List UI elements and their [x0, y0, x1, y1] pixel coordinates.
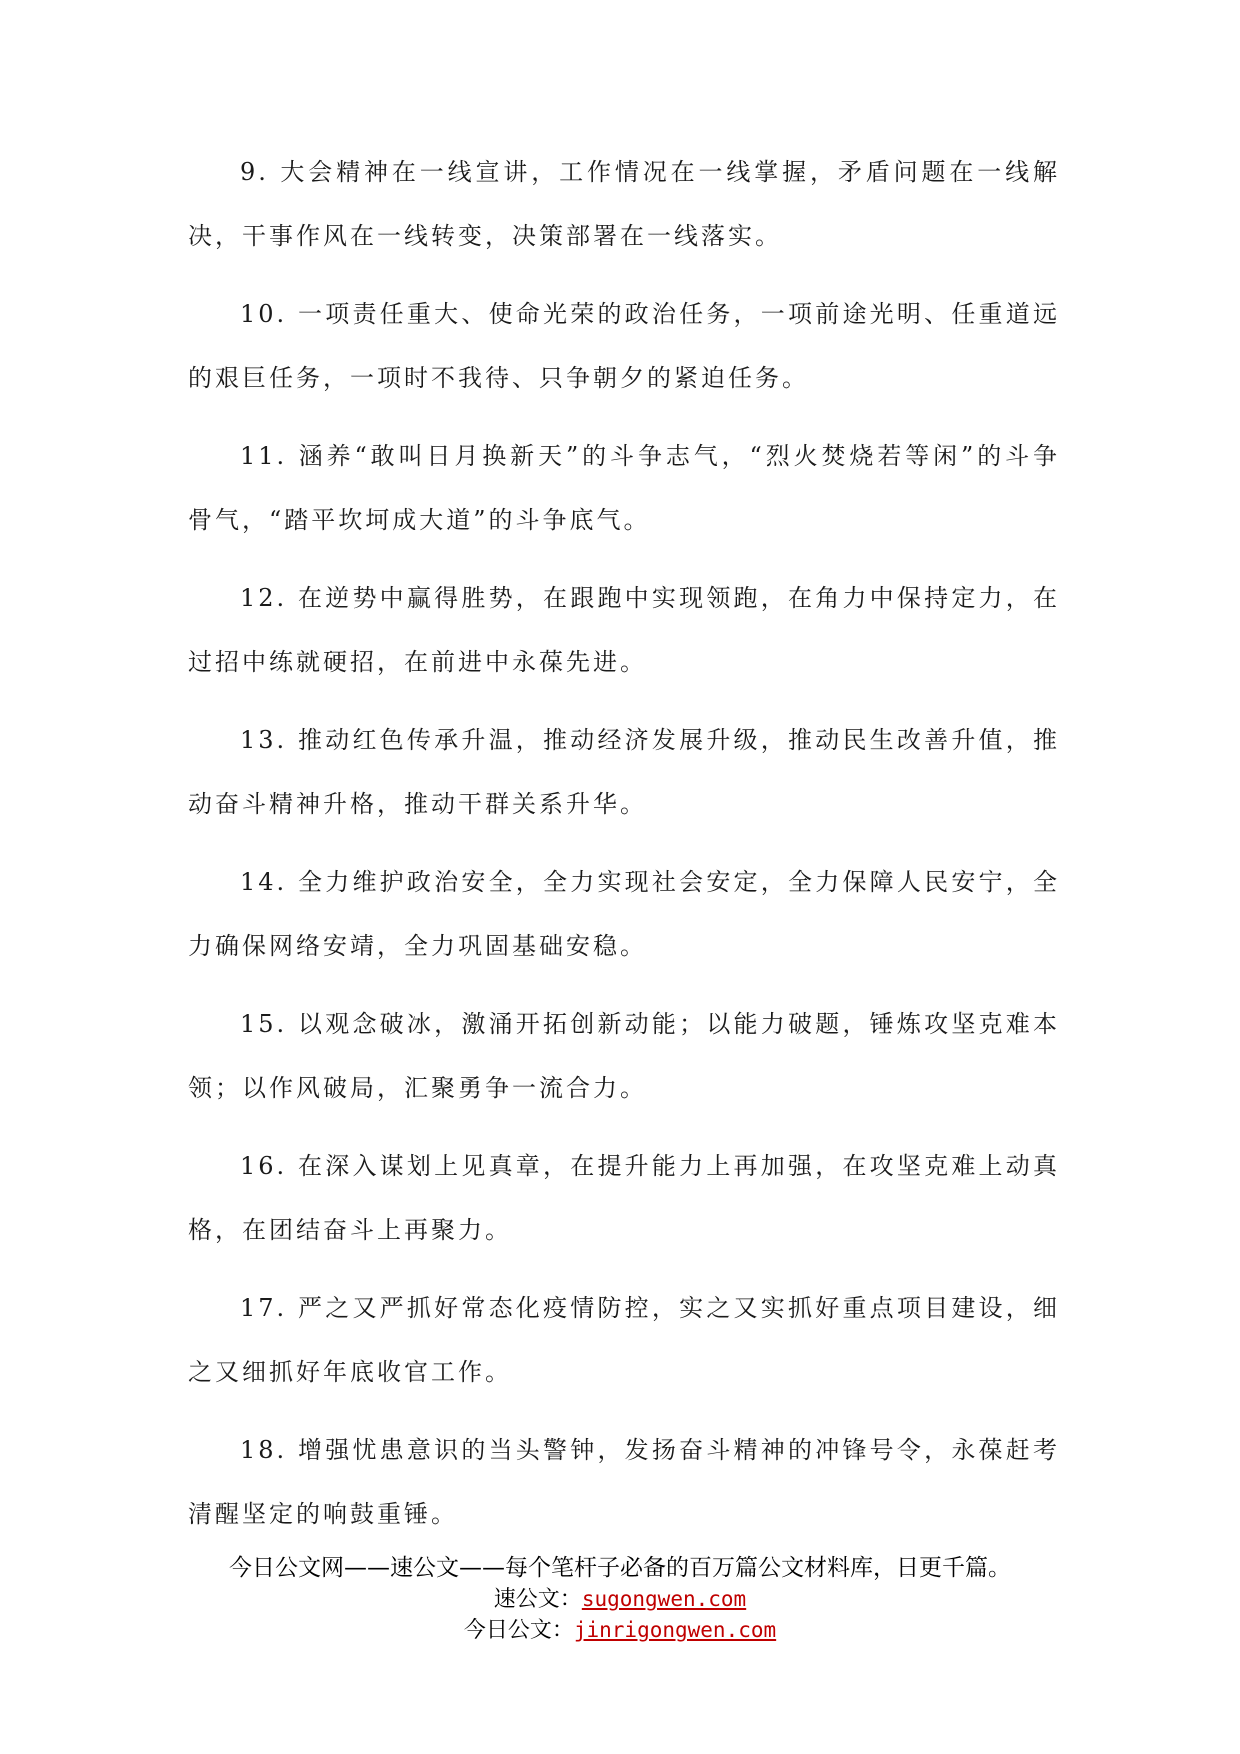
paragraph-12: 12. 在逆势中赢得胜势，在跟跑中实现领跑，在角力中保持定力，在过招中练就硬招，在前进中永葆先进。 [188, 584, 1060, 676]
footer-site2 [0, 1615, 1240, 1646]
paragraph-17: 17. 严之又严抓好常态化疫情防控，实之又实抓好重点项目建设，细之又细抓好年底收官工作。 [188, 1294, 1060, 1386]
footer-site2-link[interactable]: jinrigongwen.com [573, 1618, 777, 1642]
paragraph-15: 15. 以观念破冰，激涌开拓创新动能；以能力破题，锤炼攻坚克难本领；以作风破局，汇聚勇争一流合力。 [188, 1010, 1060, 1102]
paragraph-14: 14. 全力维护政治安全，全力实现社会安定，全力保障人民安宁，全力确保网络安靖，全力巩固基础安稳。 [188, 868, 1060, 960]
footer-site1 [0, 1584, 1240, 1615]
paragraph-11: 11. 涵养“敢叫日月换新天”的斗争志气，“烈火焚烧若等闲”的斗争骨气，“踏平坎坷成大道”的斗争底气。 [188, 442, 1060, 534]
paragraph-13: 13. 推动红色传承升温，推动经济发展升级，推动民生改善升值，推动奋斗精神升格，推动干群关系升华。 [188, 726, 1060, 818]
paragraph-16: 16. 在深入谋划上见真章，在提升能力上再加强，在攻坚克难上动真格，在团结奋斗上再聚力。 [188, 1152, 1060, 1244]
footer [0, 1553, 1240, 1646]
paragraph-10: 10. 一项责任重大、使命光荣的政治任务，一项前途光明、任重道远的艰巨任务，一项时不我待、只争朝夕的紧迫任务。 [188, 300, 1060, 392]
paragraph-9: 9. 大会精神在一线宣讲，工作情况在一线掌握，矛盾问题在一线解决，干事作风在一线转变，决策部署在一线落实。 [188, 158, 1060, 250]
footer-site1-label: 速公文： [493, 1587, 582, 1612]
document-body [188, 140, 1060, 1560]
paragraph-18: 18. 增强忧患意识的当头警钟，发扬奋斗精神的冲锋号令，永葆赶考清醒坚定的响鼓重锤。 [188, 1436, 1060, 1528]
footer-site2-label: 今日公文： [463, 1618, 574, 1643]
footer-slogan: 今日公文网——速公文——每个笔杆子必备的百万篇公文材料库，日更千篇。 [229, 1555, 1011, 1581]
footer-site1-link[interactable]: sugongwen.com [581, 1587, 747, 1611]
